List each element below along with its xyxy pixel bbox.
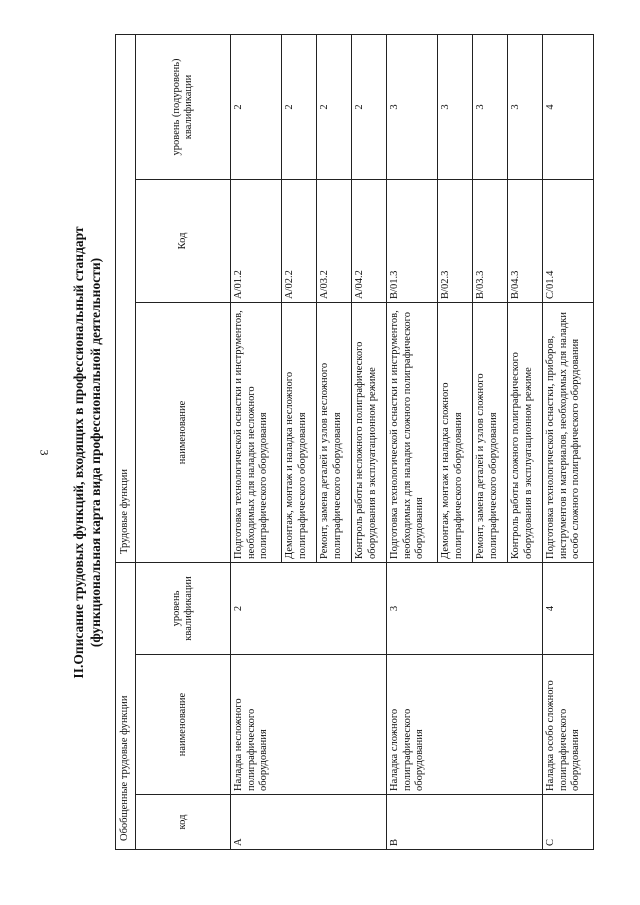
function-level: 2	[282, 34, 317, 179]
function-level: 2	[317, 34, 352, 179]
function-name: Ремонт, замена деталей и узлов несложного полиграфического оборудования	[317, 302, 352, 562]
function-level: 4	[543, 34, 594, 179]
title-line-2: (функциональная карта вида профессиональной деятельности)	[88, 257, 103, 648]
table-row	[543, 34, 594, 849]
group-code: B	[387, 795, 543, 850]
function-name: Демонтаж, монтаж и наладка несложного полиграфического оборудования	[282, 302, 317, 562]
function-name: Подготовка технологической оснастки и инструментов, необходимых для наладки несложного полиграфического оборудования	[231, 302, 282, 562]
header-name: наименование	[136, 655, 231, 795]
function-code: B/03.3	[473, 179, 508, 302]
functional-map-table	[115, 34, 594, 850]
section-title	[70, 35, 104, 870]
function-name: Демонтаж, монтаж и наладка сложного полиграфического оборудования	[438, 302, 473, 562]
group-name: Наладка особо сложного полиграфического оборудования	[543, 655, 594, 795]
group-code: C	[543, 795, 594, 850]
header-code: код	[136, 795, 231, 850]
function-level: 3	[508, 34, 543, 179]
header-qualification-level: уровень квалификации	[136, 562, 231, 654]
page-number: 3	[37, 449, 52, 456]
group-level: 3	[387, 562, 543, 654]
rotated-content	[70, 35, 610, 870]
function-level: 2	[352, 34, 387, 179]
function-name: Ремонт, замена деталей и узлов сложного полиграфического оборудования	[473, 302, 508, 562]
group-name: Наладка несложного полиграфического оборудования	[231, 655, 387, 795]
function-code: B/01.3	[387, 179, 438, 302]
function-code: A/01.2	[231, 179, 282, 302]
header-labor-functions: Трудовые функции	[116, 34, 136, 562]
function-name: Контроль работы сложного полиграфического оборудования в эксплуатационном режиме	[508, 302, 543, 562]
function-level: 3	[438, 34, 473, 179]
function-name: Контроль работы несложного полиграфического оборудования в эксплуатационном режиме	[352, 302, 387, 562]
title-line-1: II.Описание трудовых функций, входящих в профессиональный стандарт	[71, 226, 86, 679]
function-code: B/02.3	[438, 179, 473, 302]
table-row	[231, 34, 282, 849]
function-code: C/01.4	[543, 179, 594, 302]
header-tf-code: Код	[136, 179, 231, 302]
header-tf-level: уровень (подуровень) квалификации	[136, 34, 231, 179]
function-code: A/03.2	[317, 179, 352, 302]
function-name: Подготовка технологической оснастки и инструментов, необходимых для наладки сложного полиграфического оборудования	[387, 302, 438, 562]
table-row	[387, 34, 438, 849]
function-name: Подготовка технологической оснастки, приборов, инструментов и материалов, необходимых для наладки особо сложного полиграфического оборудования	[543, 302, 594, 562]
group-level: 4	[543, 562, 594, 654]
function-level: 2	[231, 34, 282, 179]
group-level: 2	[231, 562, 387, 654]
group-code: A	[231, 795, 387, 850]
group-name: Наладка сложного полиграфического оборудования	[387, 655, 543, 795]
function-level: 3	[473, 34, 508, 179]
function-level: 3	[387, 34, 438, 179]
header-tf-name: наименование	[136, 302, 231, 562]
header-generalized-functions: Обобщенные трудовые функции	[116, 562, 136, 849]
function-code: A/02.2	[282, 179, 317, 302]
function-code: B/04.3	[508, 179, 543, 302]
function-code: A/04.2	[352, 179, 387, 302]
